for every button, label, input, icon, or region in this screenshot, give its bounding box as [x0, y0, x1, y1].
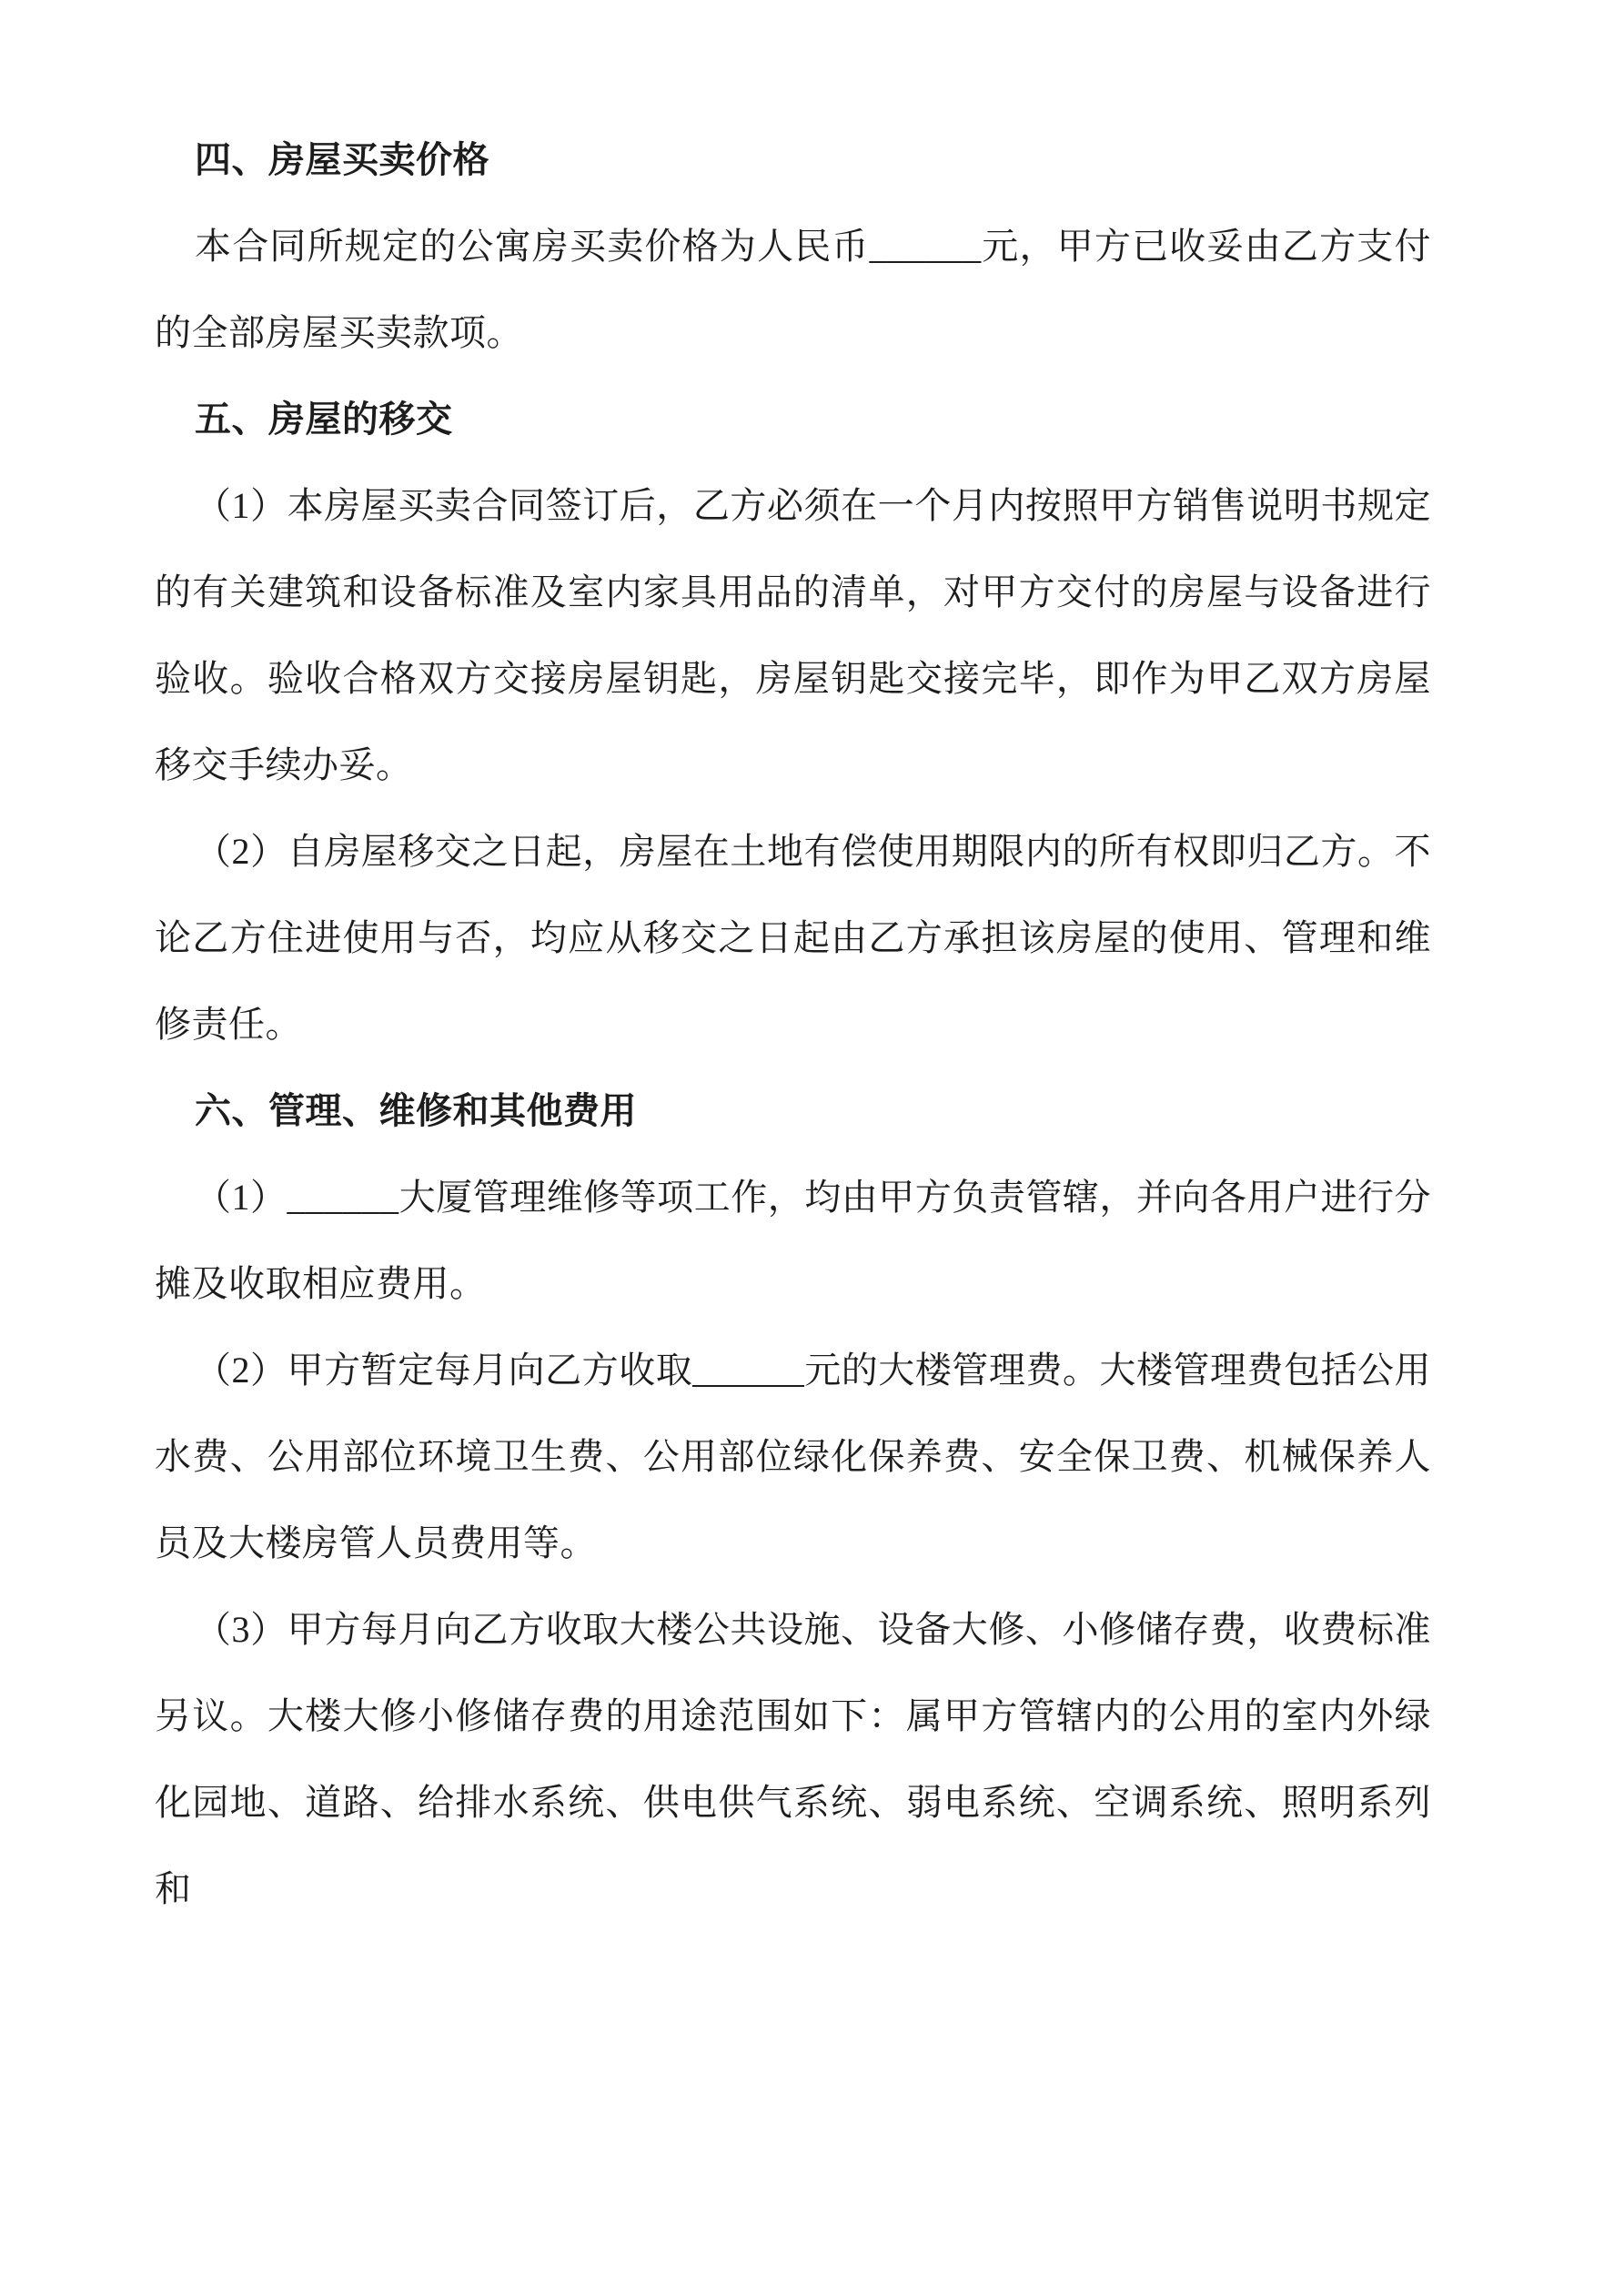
clause-paragraph-handover-1: （1）本房屋买卖合同签订后，乙方必须在一个月内按照甲方销售说明书规定的有关建筑和设备标准及室内家具用品的清单，对甲方交付的房屋与设备进行验收。验收合格双方交接房屋钥匙，房屋钥匙交接完毕，即作为甲乙双方房屋移交手续办妥。 — [155, 485, 1431, 785]
clause-paragraph-fees-3: （3）甲方每月向乙方收取大楼公共设施、设备大修、小修储存费，收费标准另议。大楼大修小修储存费的用途范围如下：属甲方管辖内的公用的室内外绿化园地、道路、给排水系统、供电供气系统、弱电系统、空调系统、照明系列和 — [155, 1609, 1431, 1909]
clause-paragraph-sale-price: 本合同所规定的公寓房买卖价格为人民币______元，甲方已收妥由乙方支付的全部房屋买卖款项。 — [155, 226, 1431, 353]
section-heading-handover: 五、房屋的移交 — [195, 399, 453, 440]
clause-paragraph-handover-2: （2）自房屋移交之日起，房屋在土地有偿使用期限内的所有权即归乙方。不论乙方住进使用与否，均应从移交之日起由乙方承担该房屋的使用、管理和维修责任。 — [155, 831, 1431, 1045]
section-heading-management-fees: 六、管理、维修和其他费用 — [195, 1090, 637, 1131]
clause-paragraph-fees-1: （1）______大厦管理维修等项工作，均由甲方负责管辖，并向各用户进行分摊及收取相应费用。 — [155, 1177, 1431, 1304]
clause-paragraph-fees-2: （2）甲方暂定每月向乙方收取______元的大楼管理费。大楼管理费包括公用水费、公用部位环境卫生费、公用部位绿化保养费、安全保卫费、机械保养人员及大楼房管人员费用等。 — [155, 1350, 1431, 1563]
section-heading-sale-price: 四、房屋买卖价格 — [195, 139, 489, 180]
